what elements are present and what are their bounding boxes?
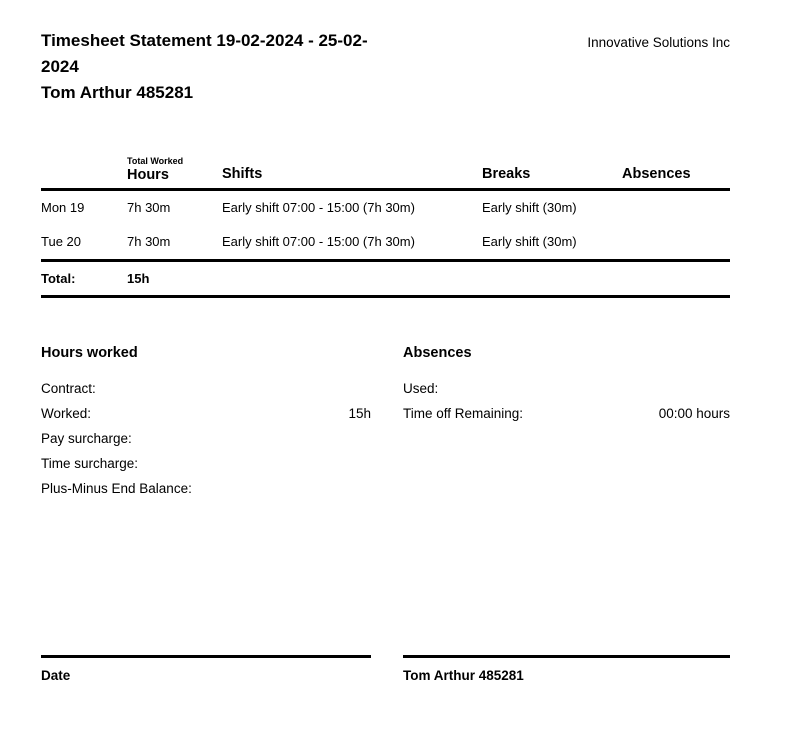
column-header-hours-superscript: Total Worked — [127, 156, 184, 166]
table-row — [41, 191, 730, 225]
title-line-3: Tom Arthur 485281 — [41, 83, 194, 102]
total-hours: 15h — [127, 271, 150, 286]
employee-signature-label: Tom Arthur 485281 — [403, 668, 524, 683]
summary-row-time-off-remaining — [403, 406, 730, 431]
cell-hours: 7h 30m — [127, 200, 171, 215]
summary-row-pay-surcharge — [41, 431, 371, 456]
summary-value: 15h — [348, 406, 371, 421]
summary-value: 00:00 hours — [658, 406, 730, 421]
employee-signature-line — [403, 655, 730, 658]
page-title — [41, 28, 481, 106]
table-header-row — [41, 142, 730, 188]
timesheet-table — [41, 142, 730, 298]
date-signature-line — [41, 655, 371, 658]
summary-row-worked — [41, 406, 371, 431]
title-line-2: 2024 — [41, 57, 79, 76]
table-total-row — [41, 262, 730, 295]
column-header-hours — [127, 156, 183, 184]
summary-row-time-surcharge — [41, 456, 371, 481]
company-name: Innovative Solutions Inc — [587, 35, 730, 50]
summary-label: Plus-Minus End Balance: — [41, 481, 192, 496]
column-header-breaks: Breaks — [482, 166, 531, 182]
title-line-1: Timesheet Statement 19-02-2024 - 25-02- — [41, 31, 368, 50]
column-header-absences: Absences — [622, 166, 691, 182]
cell-shifts: Early shift 07:00 - 15:00 (7h 30m) — [222, 234, 415, 249]
summary-label: Pay surcharge: — [41, 431, 132, 446]
absences-title: Absences — [403, 345, 472, 361]
cell-shifts: Early shift 07:00 - 15:00 (7h 30m) — [222, 200, 415, 215]
hours-worked-title: Hours worked — [41, 345, 138, 361]
summary-label: Worked: — [41, 406, 92, 421]
summary-row-used — [403, 381, 730, 406]
summary-label: Contract: — [41, 381, 96, 396]
cell-hours: 7h 30m — [127, 234, 171, 249]
summary-label: Time off Remaining: — [403, 406, 524, 421]
total-label: Total: — [41, 271, 76, 286]
summary-label: Time surcharge: — [41, 456, 139, 471]
column-header-hours-label: Hours — [127, 167, 169, 183]
date-signature-label: Date — [41, 668, 71, 683]
date-signature-block — [41, 655, 371, 683]
employee-signature-block — [403, 655, 730, 683]
summary-row-contract — [41, 381, 371, 406]
absences-panel — [403, 345, 730, 431]
cell-breaks: Early shift (30m) — [482, 234, 577, 249]
table-rule-bottom — [41, 295, 730, 298]
cell-day: Mon 19 — [41, 200, 85, 215]
table-row — [41, 225, 730, 259]
cell-breaks: Early shift (30m) — [482, 200, 577, 215]
column-header-shifts: Shifts — [222, 166, 263, 182]
summary-row-plus-minus-balance — [41, 481, 371, 506]
hours-worked-panel — [41, 345, 371, 506]
summary-label: Used: — [403, 381, 439, 396]
cell-day: Tue 20 — [41, 234, 81, 249]
